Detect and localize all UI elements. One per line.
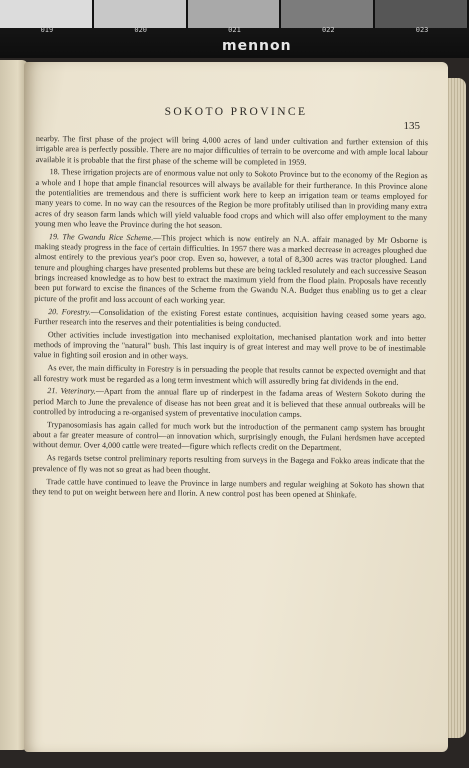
paragraph-text: Trypanosomiasis has again called for much work but the introduction of the permanent camp system has brought about a far greater measure of control—an innovation which, surprisingly enough, the Fulani herdsmen have accepted without demur. Over 4,000 cattle were treated—figure which reflects credit on the Department. xyxy=(32,420,425,453)
paragraph xyxy=(33,420,425,455)
paragraph-text: Other activities include investigation into mechanised exploitation, mechanised plantation work and into better methods of improving the "natural" bush. This last inquiry is of great interest and may well prove to be of inestimable value in fighting soil erosion and in other ways. xyxy=(33,329,426,361)
paragraph-text: —Apart from the annual flare up of rinderpest in the fadama areas of Western Sokoto during the period March to June the prevalence of disease has not been great and it is believed that these annual outbreaks will be controlled by introducing a re-organised system of preventative inoculation camps. xyxy=(33,387,426,419)
section-heading: 21. Veterinary. xyxy=(47,386,96,397)
swatch-label: 021 xyxy=(228,26,241,34)
paragraph-text: nearby. The first phase of the project will bring 4,000 acres of land under cultivation and further extension of this irrigable area is perfectly possible. There are no major difficulties of terrain to be overcome and with ample local labour available it is probable that the first phase of the scheme will be completed in 1959. xyxy=(35,134,428,167)
paragraph xyxy=(32,453,424,478)
gray-swatch xyxy=(188,0,282,28)
swatch-label: 023 xyxy=(415,26,429,34)
section-heading: 20. Forestry. xyxy=(48,306,91,317)
paragraph-text: As regards tsetse control preliminary reports resulting from surveys in the Bagega and Fokko areas indicate that the prevalence of fly was not so great as had been thought. xyxy=(32,453,425,475)
paragraph-text: —This project which is now entirely an N.A. affair managed by Mr Osborne is making steady progress in the face of certain difficulties. In 1957 there was a marked decrease in acreages ploughed due almost entirely to the previous year's poor crop. Even so, however, a total of 8,300 acres was tractor ploughed. Land tenure and ploughing charges have presented problems but these are being tackled resolutely and each successive Season brings increased knowledge as to how best to extract the maximum yield from the flood plain. Proposals have recently been put forward to excise the finances of the Scheme from the Gwandu N.A. Budget thus enabling us to get a clear picture of the profit and loss account of each working year. xyxy=(34,233,427,305)
paragraph xyxy=(34,330,426,365)
paragraph-text: —Consolidation of the existing Forest estate continues, acquisition having ceased some years ago. Further research into the reserves and their potentialities is being conducted. xyxy=(33,307,427,329)
gray-swatch xyxy=(281,0,375,28)
swatch-label-row xyxy=(0,26,469,36)
paragraph xyxy=(34,232,427,308)
swatch-label: 022 xyxy=(321,26,335,34)
paragraph-text: As ever, the main difficulty in Forestry is in persuading the people that results cannot be expected overnight and that all forestry work must be regarded as a long term investment which will assuredly bring fat dividends in the end. xyxy=(33,363,426,387)
paragraph xyxy=(32,477,424,502)
paragraph xyxy=(33,363,425,388)
swatch-label: 019 xyxy=(40,26,54,34)
paragraph xyxy=(35,167,428,233)
gray-swatch xyxy=(94,0,188,28)
gray-swatch xyxy=(0,0,94,28)
scanner-brand-label: mennon xyxy=(222,38,292,54)
running-head: SOKOTO PROVINCE xyxy=(164,106,308,118)
paragraph xyxy=(36,134,428,169)
paragraph-text: 18. These irrigation projects are of enormous value not only to Sokoto Province but to the economy of the Region as a whole and I hope that ample financial resources will always be available for their furtherance. In this Province alone the potentialities are tremendous and there is sufficient work here to keep an irrigation team or teams employed for many years to come. In no way can the resources of the Region be more profitably utilised than in providing many extra acres of dry season farm lands which will yield valuable food crops and which will also offer employment to the many young men who leave the Province during the hot season. xyxy=(35,167,428,230)
page-number: 135 xyxy=(403,120,420,132)
paragraph xyxy=(34,307,426,332)
section-heading: 19. The Gwandu Rice Scheme. xyxy=(48,232,154,243)
swatch-label: 020 xyxy=(134,26,148,34)
paragraph-text: Trade cattle have continued to leave the Province in large numbers and regular weighing at Sokoto has shown that they tend to put on weight between here and Ilorin. A new control post has been opened at Shinkafe. xyxy=(32,476,425,500)
paragraph xyxy=(33,386,425,421)
book-page xyxy=(24,62,448,752)
gray-swatch xyxy=(375,0,469,28)
scanner-calibration-strip xyxy=(0,0,469,58)
body-text xyxy=(32,134,428,504)
